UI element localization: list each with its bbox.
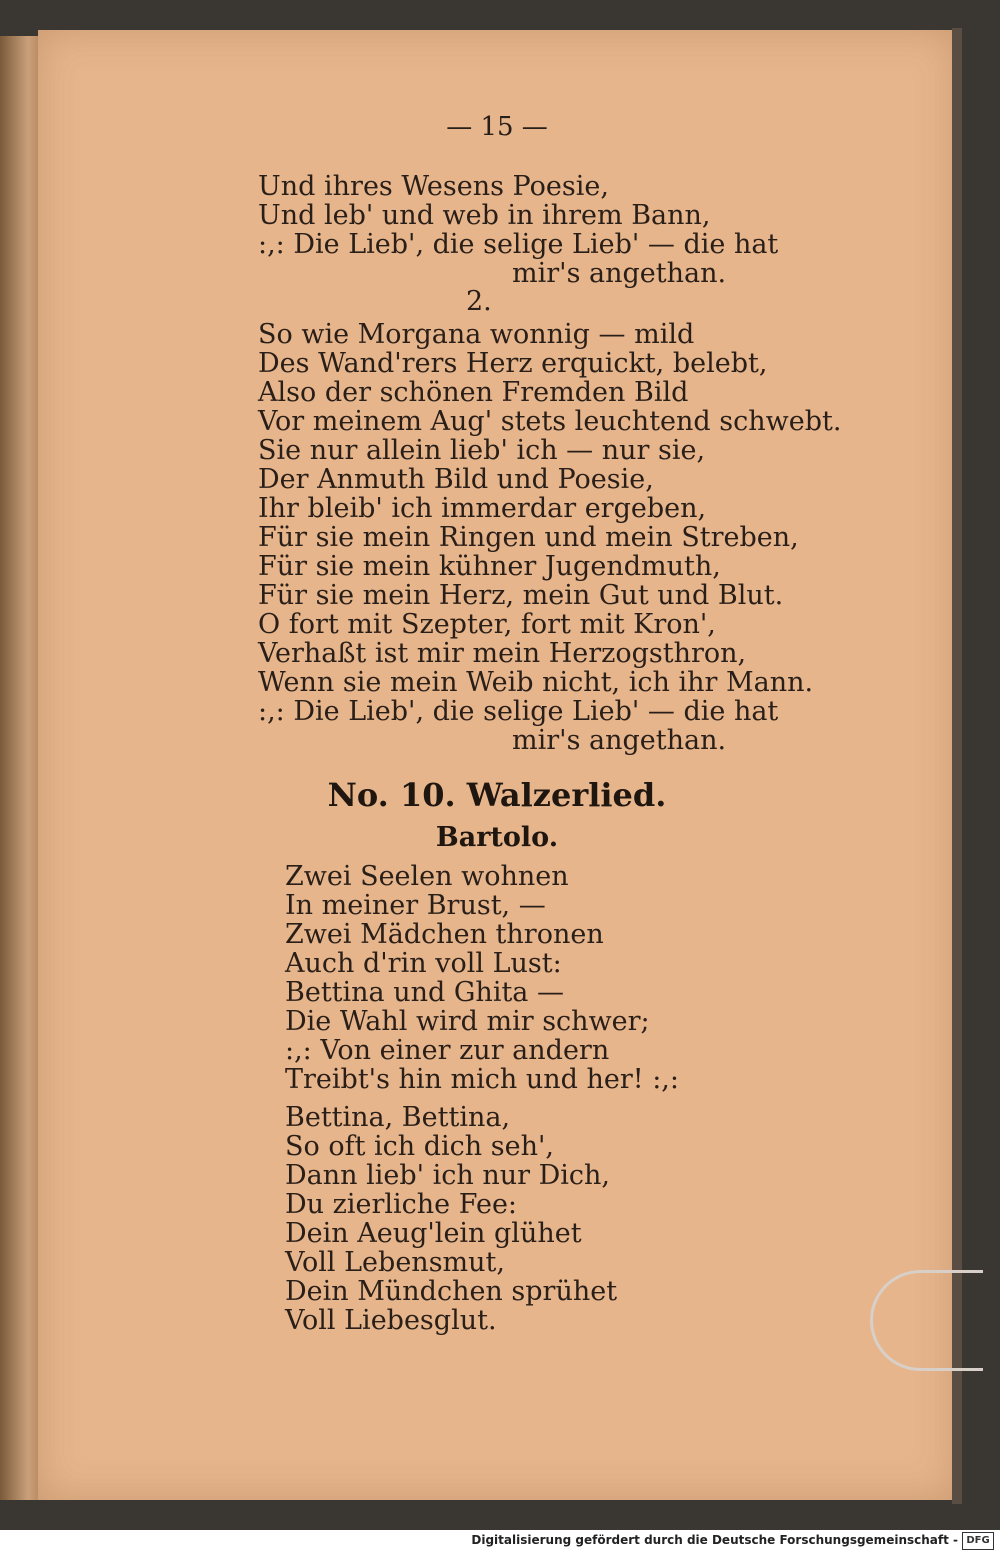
dfg-logo-icon: DFG [962, 1532, 994, 1550]
verse-line: Für sie mein kühner Jugendmuth, [258, 551, 721, 582]
verse-line: :,: Die Lieb', die selige Lieb' — die hat [258, 229, 779, 260]
speaker-name: Bartolo. [435, 822, 559, 853]
verse-line: So wie Morgana wonnig — mild [258, 319, 695, 350]
verse-line: mir's angethan. [512, 258, 727, 289]
verse-line: Ihr bleib' ich immerdar ergeben, [258, 493, 707, 524]
book-spine [0, 36, 40, 1500]
verse-line: :,: Die Lieb', die selige Lieb' — die hat [258, 696, 779, 727]
verse-line: Treibt's hin mich und her! :,: [285, 1064, 679, 1095]
verse-line: Der Anmuth Bild und Poesie, [258, 464, 654, 495]
verse-line: Für sie mein Ringen und mein Streben, [258, 522, 799, 553]
verse-line: Zwei Seelen wohnen [285, 861, 569, 892]
verse-line: Und leb' und web in ihrem Bann, [258, 200, 711, 231]
page-number: — 15 — [446, 112, 548, 142]
verse-line: Bettina und Ghita — [285, 977, 564, 1008]
verse-line: Wenn sie mein Weib nicht, ich ihr Mann. [258, 667, 814, 698]
footer-credit: Digitalisierung gefördert durch die Deutsche Forschungsgemeinschaft - [471, 1533, 958, 1547]
verse-line: In meiner Brust, — [285, 890, 546, 921]
verse-line: Vor meinem Aug' stets leuchtend schwebt. [258, 406, 842, 437]
verse-line: Dein Aeug'lein glühet [285, 1218, 582, 1249]
verse-line: Für sie mein Herz, mein Gut und Blut. [258, 580, 784, 611]
verse-line: Verhaßt ist mir mein Herzogsthron, [258, 638, 747, 669]
footer-bar [0, 1531, 1000, 1551]
paper-clip-icon [870, 1270, 983, 1371]
verse-line: Voll Liebesglut. [285, 1305, 497, 1336]
verse-line: Also der schönen Fremden Bild [258, 377, 689, 408]
verse-line: So oft ich dich seh', [285, 1131, 554, 1162]
verse-line: Sie nur allein lieb' ich — nur sie, [258, 435, 706, 466]
verse-line: O fort mit Szepter, fort mit Kron', [258, 609, 716, 640]
verse-line: Voll Lebensmut, [285, 1247, 505, 1278]
stanza-number: 2. [466, 286, 492, 317]
verse-line: :,: Von einer zur andern [285, 1035, 610, 1066]
verse-line: Auch d'rin voll Lust: [285, 948, 562, 979]
verse-line: Und ihres Wesens Poesie, [258, 171, 609, 202]
verse-line: Des Wand'rers Herz erquickt, belebt, [258, 348, 768, 379]
verse-line: Bettina, Bettina, [285, 1102, 511, 1133]
verse-line: Du zierliche Fee: [285, 1189, 518, 1220]
verse-line: Die Wahl wird mir schwer; [285, 1006, 650, 1037]
verse-line: Dein Mündchen sprühet [285, 1276, 618, 1307]
verse-line: Dann lieb' ich nur Dich, [285, 1160, 611, 1191]
verse-line: Zwei Mädchen thronen [285, 919, 604, 950]
verse-line: mir's angethan. [512, 725, 727, 756]
song-heading: No. 10. Walzerlied. [327, 776, 667, 814]
